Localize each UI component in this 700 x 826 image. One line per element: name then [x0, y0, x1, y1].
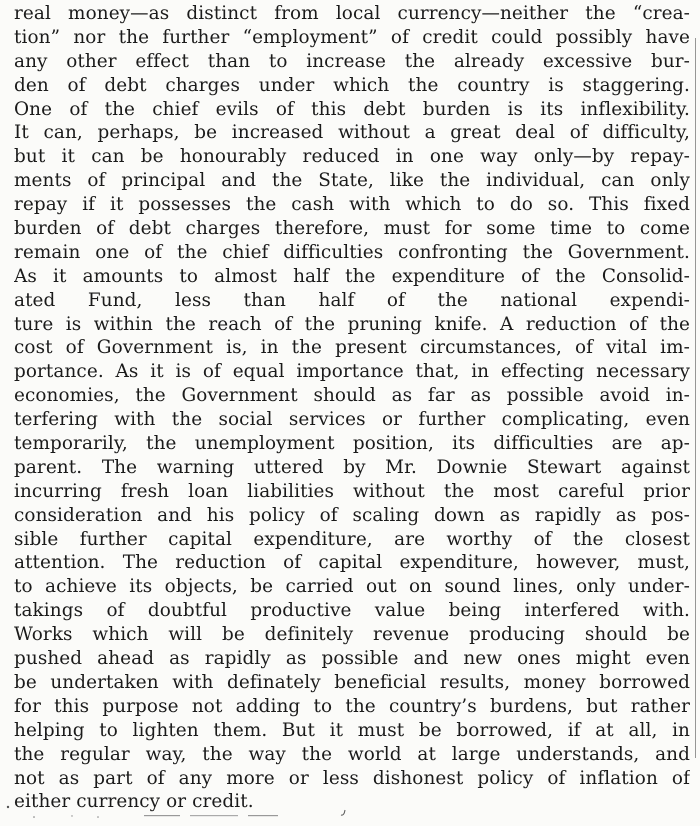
scan-artifacts: [0, 805, 700, 823]
text-line: burden of debt charges therefore, must for some time to come: [14, 218, 690, 240]
text-line: temporarily, the unemployment position, its difficulties are ap-: [14, 433, 690, 455]
text-line: ated Fund, less than half of the national expendi-: [14, 289, 690, 311]
text-line: It can, perhaps, be increased without a great deal of difficulty,: [14, 122, 690, 144]
text-line: real money—as distinct from local currency—neither the “crea-: [14, 3, 690, 24]
text-line: for this purpose not adding to the country’s burdens, but rather: [14, 695, 690, 717]
text-line: tion” nor the further “employment” of credit could possibly have: [14, 26, 690, 48]
text-line: any other effect than to increase the already excessive bur-: [14, 50, 690, 72]
text-line: to achieve its objects, be carried out on sound lines, only under-: [14, 576, 690, 598]
text-line: but it can be honourably reduced in one way only—by repay-: [14, 146, 690, 168]
text-line: remain one of the chief difficulties confronting the Government.: [14, 241, 690, 263]
text-line: ments of principal and the State, like the individual, can only: [14, 170, 690, 192]
text-line-final: either currency or credit.: [14, 791, 254, 813]
text-line: sible further capital expenditure, are worthy of the closest: [14, 528, 690, 550]
text-line: portance. As it is of equal importance that, in effecting necessary: [14, 361, 690, 383]
text-line: Works which will be definitely revenue producing should be: [14, 624, 690, 646]
text-line: terfering with the social services or further complicating, even: [14, 409, 690, 431]
article-text: [14, 2, 690, 814]
text-line: takings of doubtful productive value being interfered with.: [14, 600, 690, 622]
text-line: economies, the Government should as far as possible avoid in-: [14, 385, 690, 407]
text-line: pushed ahead as rapidly as possible and new ones might even: [14, 648, 690, 670]
text-line: parent. The warning uttered by Mr. Downie Stewart against: [14, 456, 690, 478]
text-line: be undertaken with definately beneficial results, money borrowed: [14, 671, 690, 693]
text-line: incurring fresh loan liabilities without the most careful prior: [14, 480, 690, 502]
text-line: One of the chief evils of this debt burden is its inflexibility.: [14, 98, 690, 120]
text-line: ture is within the reach of the pruning knife. A reduction of the: [14, 313, 690, 335]
text-line: attention. The reduction of capital expenditure, however, must,: [14, 552, 690, 574]
text-line: consideration and his policy of scaling down as rapidly as pos-: [14, 504, 690, 526]
text-line: repay if it possesses the cash with which to do so. This fixed: [14, 194, 690, 216]
column-rule: [695, 38, 696, 758]
text-line: den of debt charges under which the country is staggering.: [14, 74, 690, 96]
text-line: helping to lighten them. But it must be borrowed, if at all, in: [14, 719, 690, 741]
text-line: cost of Government is, in the present circumstances, of vital im-: [14, 337, 690, 359]
text-line: As it amounts to almost half the expenditure of the Consolid-: [14, 265, 690, 287]
text-line: the regular way, the way the world at large understands, and: [14, 743, 690, 765]
text-line: not as part of any more or less dishonest policy of inflation of: [14, 767, 690, 789]
